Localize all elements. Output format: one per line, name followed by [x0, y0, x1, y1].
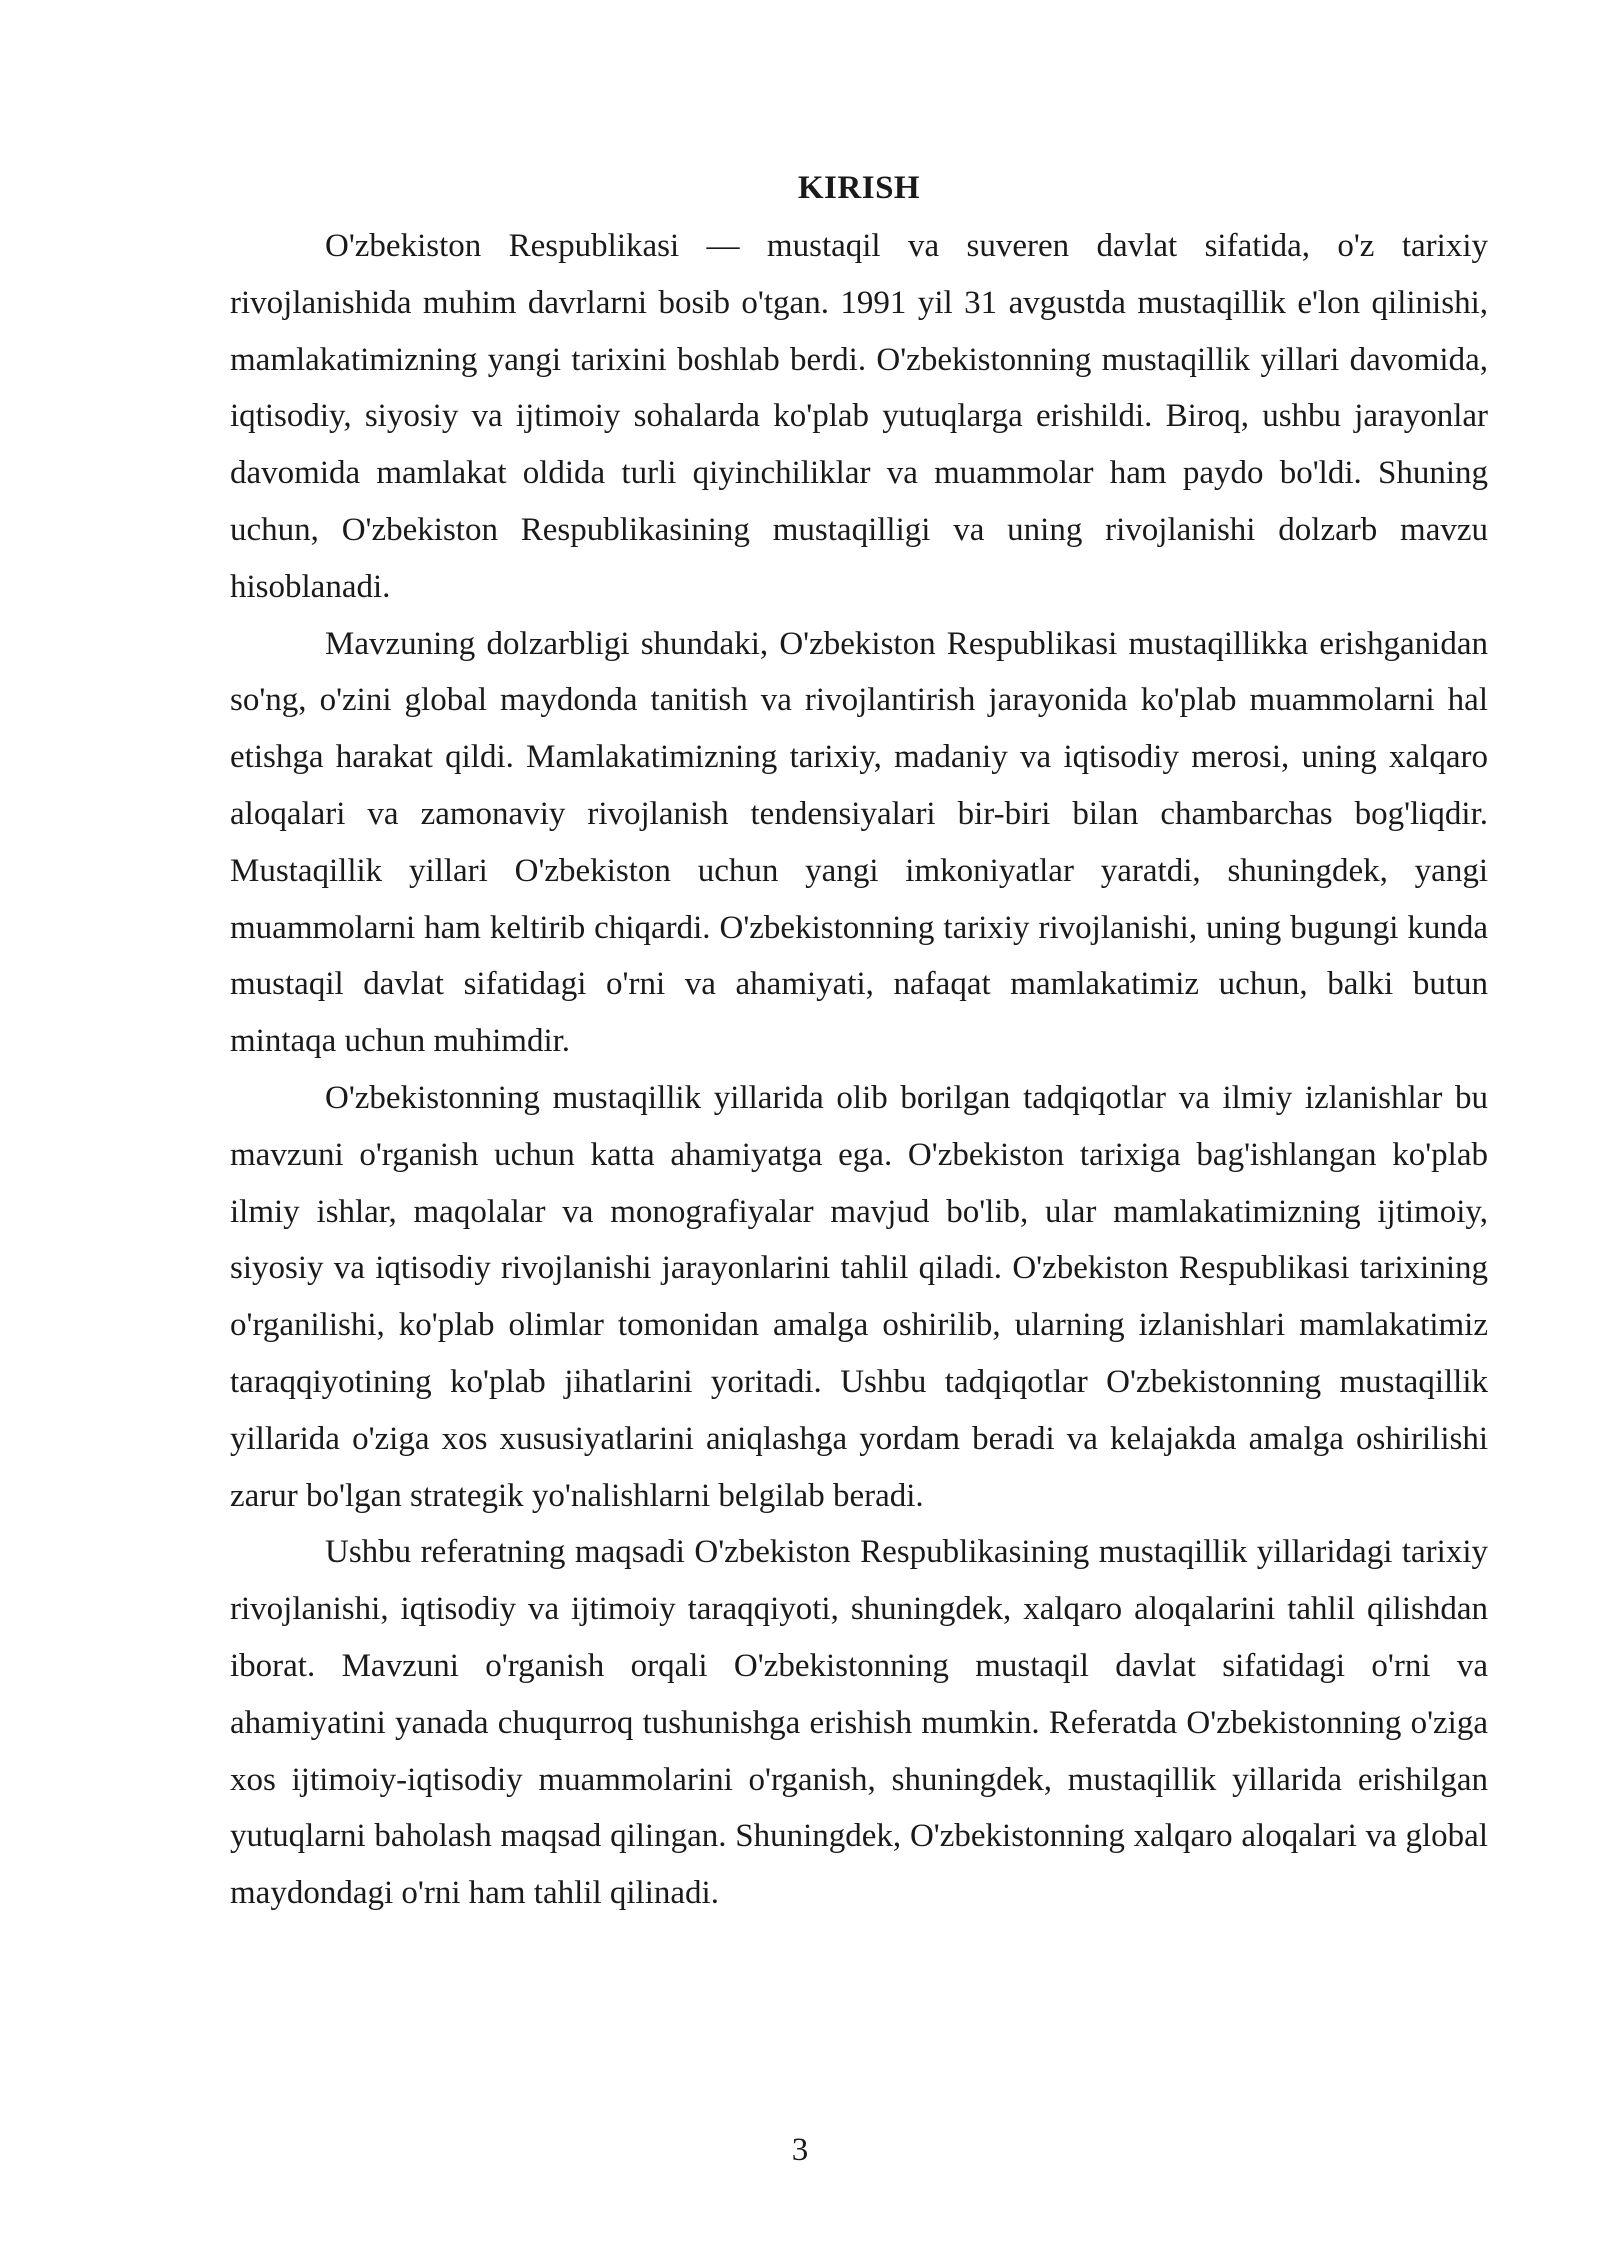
page-number: 3 [791, 2132, 809, 2168]
document-body [230, 160, 1488, 1922]
section-title: KIRISH [797, 170, 921, 206]
paragraph-intro: O'zbekiston Respublikasi — mustaqil va suveren davlat sifatida, o'z tarixiy rivojlanishida muhim davrlarni bosib o'tgan. 1991 yil 31 avgustda mustaqillik e'lon qilinishi, mamlakatimizning yangi tarixini boshlab berdi. O'zbekistonning mustaqillik yillari davomida, iqtisodiy, siyosiy va ijtimoiy sohalarda ko'plab yutuqlarga erishildi. Biroq, ushbu jarayonlar davomida mamlakat oldida turli qiyinchiliklar va muammolar ham paydo bo'ldi. Shuning uchun, O'zbekiston Respublikasining mustaqilligi va uning rivojlanishi dolzarb mavzu hisoblanadi. [230, 228, 1488, 605]
paragraph-research: O'zbekistonning mustaqillik yillarida olib borilgan tadqiqotlar va ilmiy izlanishlar bu mavzuni o'rganish uchun katta ahamiyatga ega. O'zbekiston tarixiga bag'ishlangan ko'plab ilmiy ishlar, maqolalar va monografiyalar mavjud bo'lib, ular mamlakatimizning ijtimoiy, siyosiy va iqtisodiy rivojlanishi jarayonlarini tahlil qiladi. O'zbekiston Respublikasi tarixining o'rganilishi, ko'plab olimlar tomonidan amalga oshirilib, ularning izlanishlari mamlakatimiz taraqqiyotining ko'plab jihatlarini yoritadi. Ushbu tadqiqotlar O'zbekistonning mustaqillik yillarida o'ziga xos xususiyatlarini aniqlashga yordam beradi va kelajakda amalga oshirilishi zarur bo'lgan strategik yo'nalishlarni belgilab beradi. [230, 1079, 1488, 1514]
paragraph-relevance: Mavzuning dolzarbligi shundaki, O'zbekiston Respublikasi mustaqillikka erishganidan so'ng, o'zini global maydonda tanitish va rivojlantirish jarayonida ko'plab muammolarni hal etishga harakat qildi. Mamlakatimizning tarixiy, madaniy va iqtisodiy merosi, uning xalqaro aloqalari va zamonaviy rivojlanish tendensiyalari bir-biri bilan chambarchas bog'liqdir. Mustaqillik yillari O'zbekiston uchun yangi imkoniyatlar yaratdi, shuningdek, yangi muammolarni ham keltirib chiqardi. O'zbekistonning tarixiy rivojlanishi, uning bugungi kunda mustaqil davlat sifatidagi o'rni va ahamiyati, nafaqat mamlakatimiz uchun, balki butun mintaqa uchun muhimdir. [230, 625, 1488, 1060]
paragraph-purpose: Ushbu referatning maqsadi O'zbekiston Respublikasining mustaqillik yillaridagi tarixiy rivojlanishi, iqtisodiy va ijtimoiy taraqqiyoti, shuningdek, xalqaro aloqalarini tahlil qilishdan iborat. Mavzuni o'rganish orqali O'zbekistonning mustaqil davlat sifatidagi o'rni va ahamiyatini yanada chuqurroq tushunishga erishish mumkin. Referatda O'zbekistonning o'ziga xos ijtimoiy-iqtisodiy muammolarini o'rganish, shuningdek, mustaqillik yillarida erishilgan yutuqlarni baholash maqsad qilingan. Shuningdek, O'zbekistonning xalqaro aloqalari va global maydondagi o'rni ham tahlil qilinadi. [230, 1534, 1488, 1912]
